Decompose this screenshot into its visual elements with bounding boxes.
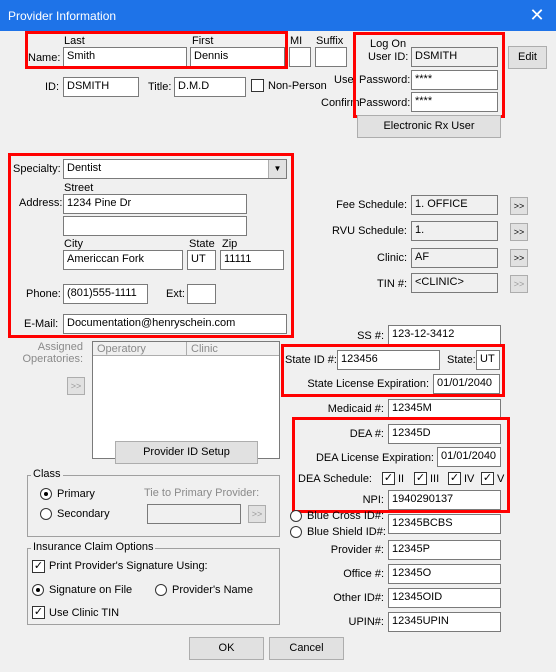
dea-schedule-ii-label: II <box>398 473 405 485</box>
class-group-title: Class <box>33 468 61 480</box>
clinic-label: Clinic: <box>377 252 407 264</box>
tin-button[interactable]: >> <box>510 275 528 293</box>
blue-cross-label: Blue Cross ID#: <box>307 510 385 522</box>
other-id-input[interactable]: 12345OID <box>388 588 501 608</box>
state-header: State <box>189 238 215 250</box>
office-number-label: Office #: <box>343 568 384 580</box>
state-input[interactable]: UT <box>187 250 216 270</box>
first-name-input[interactable]: Dennis <box>190 47 285 67</box>
blue-shield-label: Blue Shield ID#: <box>307 526 386 538</box>
address-label: Address: <box>19 197 63 209</box>
ss-label: SS #: <box>357 330 384 342</box>
medicaid-label: Medicaid #: <box>327 403 384 415</box>
operatories-label-1: Assigned <box>37 341 83 353</box>
provider-id-setup-button[interactable]: Provider ID Setup <box>115 441 258 464</box>
state-exp-label: State License Expiration: <box>307 378 429 390</box>
non-person-label: Non-Person <box>268 80 327 92</box>
city-header: City <box>64 238 83 250</box>
state-code-input[interactable]: UT <box>476 350 500 370</box>
print-signature-checkbox[interactable]: ✓ <box>33 560 44 572</box>
dea-highlight <box>292 417 510 513</box>
use-clinic-tin-label: Use Clinic TIN <box>49 607 120 619</box>
email-input[interactable]: Documentation@henryschein.com <box>63 314 287 334</box>
title-input[interactable]: D.M.D <box>174 77 246 97</box>
provider-name-label: Provider's Name <box>172 584 253 596</box>
name-label: Name: <box>28 52 61 64</box>
rvu-schedule-button[interactable]: >> <box>510 223 528 241</box>
signature-on-file-label: Signature on File <box>49 584 133 596</box>
city-input[interactable]: Americcan Fork <box>63 250 183 270</box>
contact-highlight <box>8 153 294 338</box>
rvu-schedule-label: RVU Schedule: <box>331 225 407 237</box>
tie-to-primary-label: Tie to Primary Provider: <box>144 487 260 499</box>
clinic-button[interactable]: >> <box>510 249 528 267</box>
fee-schedule-button[interactable]: >> <box>510 197 528 215</box>
operatories-label-2: Operatories: <box>22 353 83 365</box>
blue-cross-radio[interactable] <box>290 510 302 522</box>
insurance-group-title: Insurance Claim Options <box>33 541 154 553</box>
ok-button[interactable]: OK <box>189 637 264 660</box>
non-person-checkbox[interactable] <box>251 79 264 92</box>
password-label: Password: <box>359 74 411 86</box>
mi-header: MI <box>290 35 303 47</box>
street1-input[interactable]: 1234 Pine Dr <box>63 194 247 214</box>
phone-label: Phone: <box>26 288 61 300</box>
secondary-radio[interactable] <box>40 508 52 520</box>
state-id-label: State ID #: <box>285 354 337 366</box>
suffix-header: Suffix <box>316 35 344 47</box>
user-id-label: User ID: <box>368 51 409 63</box>
chevron-down-icon[interactable]: ▼ <box>268 160 286 178</box>
specialty-label: Specialty: <box>13 163 61 175</box>
npi-input[interactable]: 1940290137 <box>388 490 501 510</box>
close-icon[interactable]: ✕ <box>529 5 545 25</box>
ss-input[interactable]: 123-12-3412 <box>388 325 501 345</box>
cancel-button[interactable]: Cancel <box>269 637 344 660</box>
medicaid-input[interactable]: 12345M <box>388 399 501 419</box>
specialty-value: Dentist <box>67 162 102 174</box>
confirm-password-input[interactable]: **** <box>411 92 498 112</box>
dea-exp-input[interactable]: 01/01/2040 <box>437 447 501 467</box>
suffix-input[interactable] <box>315 47 347 67</box>
confirm-prefix-label: Confirm <box>321 97 360 109</box>
electronic-rx-button[interactable]: Electronic Rx User <box>357 115 501 138</box>
clinic-column-header[interactable]: Clinic <box>191 343 218 355</box>
edit-button[interactable]: Edit <box>508 46 547 69</box>
tin-field: <CLINIC> <box>411 273 498 293</box>
provider-number-input[interactable]: 12345P <box>388 540 501 560</box>
ext-label: Ext: <box>166 288 185 300</box>
title-label: Title: <box>148 81 172 93</box>
dea-schedule-iv-label: IV <box>464 473 475 485</box>
window-title: Provider Information <box>8 9 117 23</box>
state-id-input[interactable]: 123456 <box>337 350 440 370</box>
logon-header: Log On <box>370 38 407 50</box>
mi-input[interactable] <box>289 47 311 67</box>
id-label: ID: <box>45 81 60 93</box>
state-exp-input[interactable]: 01/01/2040 <box>433 374 500 394</box>
last-name-input[interactable]: Smith <box>63 47 187 67</box>
dea-input[interactable]: 12345D <box>388 424 501 444</box>
blue-shield-input[interactable]: 12345BCBS <box>388 514 501 534</box>
state-highlight <box>281 344 505 397</box>
dea-schedule-iii-checkbox[interactable]: ✓ <box>415 472 426 484</box>
dea-schedule-ii-checkbox[interactable]: ✓ <box>383 472 394 484</box>
operatory-column-header[interactable]: Operatory <box>97 343 146 355</box>
user-prefix-label: Use <box>334 74 354 86</box>
npi-label: NPI: <box>362 494 384 506</box>
phone-input[interactable]: (801)555-1111 <box>63 284 148 304</box>
dea-schedule-label: DEA Schedule: <box>298 473 372 485</box>
user-id-field: DSMITH <box>411 47 498 67</box>
name-highlight <box>25 31 288 69</box>
logon-highlight <box>353 32 505 118</box>
zip-input[interactable]: 11111 <box>220 250 284 270</box>
dea-label: DEA #: <box>349 428 384 440</box>
dea-schedule-iv-checkbox[interactable]: ✓ <box>449 472 460 484</box>
zip-header: Zip <box>222 238 238 250</box>
street-header: Street <box>64 182 94 194</box>
operatories-button[interactable]: >> <box>67 377 85 395</box>
dea-schedule-iii-label: III <box>430 473 440 485</box>
fee-schedule-field: 1. OFFICE <box>411 195 498 215</box>
email-label: E-Mail: <box>24 318 59 330</box>
tie-to-primary-field <box>147 504 241 524</box>
tin-label: TIN #: <box>377 278 407 290</box>
rvu-schedule-field: 1. <box>411 221 498 241</box>
primary-radio[interactable] <box>40 488 52 500</box>
fee-schedule-label: Fee Schedule: <box>336 199 407 211</box>
state-label: State: <box>447 354 476 366</box>
print-signature-label: Print Provider's Signature Using: <box>49 560 208 572</box>
clinic-field: AF <box>411 248 498 268</box>
primary-label: Primary <box>57 488 95 500</box>
id-input[interactable]: DSMITH <box>63 77 139 97</box>
use-clinic-tin-checkbox[interactable]: ✓ <box>33 606 44 618</box>
other-id-label: Other ID#: <box>333 592 384 604</box>
provider-name-radio[interactable] <box>155 584 167 596</box>
office-number-input[interactable]: 12345O <box>388 564 501 584</box>
provider-number-label: Provider #: <box>330 544 384 556</box>
upin-input[interactable]: 12345UPIN <box>388 612 501 632</box>
first-name-header: First <box>192 35 214 47</box>
password-input[interactable]: **** <box>411 70 498 90</box>
dea-schedule-v-label: V <box>497 473 505 485</box>
upin-label: UPIN#: <box>348 616 384 628</box>
blue-shield-radio[interactable] <box>290 526 302 538</box>
secondary-label: Secondary <box>57 508 110 520</box>
signature-on-file-radio[interactable] <box>32 584 44 596</box>
last-name-header: Last <box>64 35 85 47</box>
dea-exp-label: DEA License Expiration: <box>315 452 434 464</box>
tie-to-primary-button[interactable]: >> <box>248 505 266 523</box>
confirm-password-label: Password: <box>359 97 411 109</box>
dea-schedule-v-checkbox[interactable]: ✓ <box>482 472 493 484</box>
